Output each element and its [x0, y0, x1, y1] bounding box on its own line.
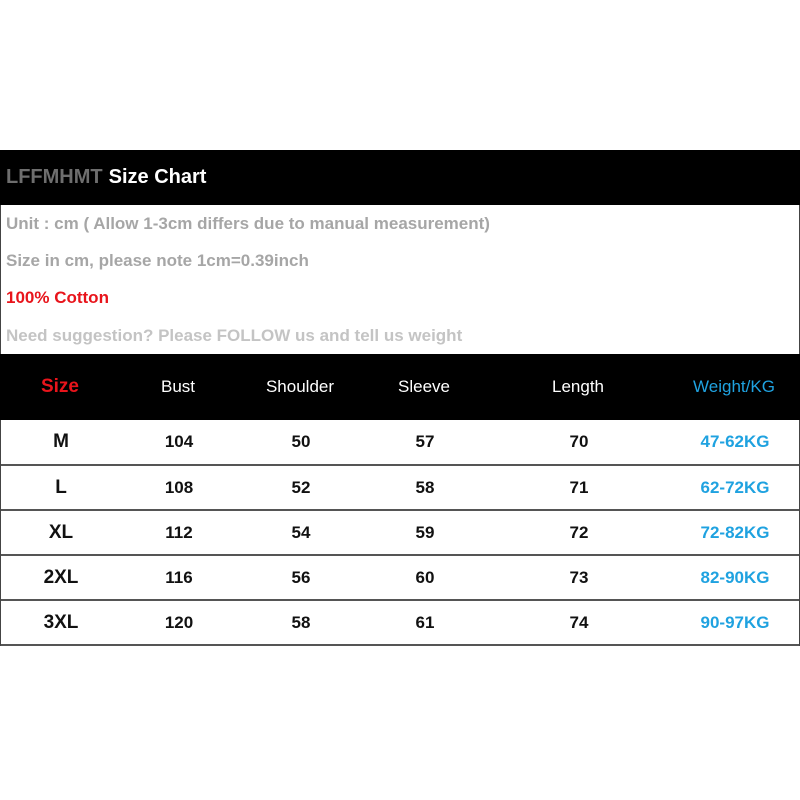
bust-cell: 112 [165, 523, 193, 542]
sleeve-cell: 60 [415, 568, 435, 587]
size-cell: 2XL [43, 567, 79, 588]
size-chart [0, 150, 800, 646]
conversion-note: Size in cm, please note 1cm=0.39inch [6, 251, 309, 270]
weight-cell: 82-90KG [700, 568, 770, 587]
bust-cell: 104 [164, 432, 194, 451]
unit-note: Unit : cm ( Allow 1-3cm differs due to manual measurement) [6, 214, 490, 233]
table-header [0, 354, 800, 420]
column-header-shoulder: Shoulder [265, 377, 335, 396]
sleeve-cell: 57 [415, 432, 435, 451]
shoulder-cell: 54 [291, 523, 311, 542]
table-row [1, 466, 799, 511]
column-header-weight: Weight/KG [693, 377, 775, 396]
column-header-sleeve: Sleeve [398, 377, 450, 396]
shoulder-cell: 50 [291, 432, 311, 451]
table-row [1, 511, 799, 556]
size-cell: M [53, 431, 69, 452]
weight-cell: 72-82KG [700, 523, 770, 542]
table-row [1, 601, 799, 646]
weight-cell: 62-72KG [700, 478, 770, 497]
table-row [1, 420, 799, 466]
sleeve-cell: 59 [415, 523, 435, 542]
length-cell: 70 [569, 432, 589, 451]
size-cell: 3XL [43, 612, 79, 633]
weight-cell: 47-62KG [700, 432, 770, 451]
notes-section [0, 205, 800, 354]
shoulder-cell: 56 [291, 568, 311, 587]
column-header-bust: Bust [160, 377, 196, 396]
weight-cell: 90-97KG [700, 613, 770, 632]
chart-title: Size Chart [108, 166, 207, 188]
title-bar [0, 150, 800, 205]
size-cell: L [55, 477, 67, 498]
shoulder-cell: 58 [291, 613, 311, 632]
bust-cell: 116 [165, 568, 193, 587]
sleeve-cell: 58 [415, 478, 435, 497]
length-cell: 71 [569, 478, 589, 497]
sleeve-cell: 61 [415, 613, 435, 632]
table-row [1, 556, 799, 601]
length-cell: 73 [569, 568, 589, 587]
bust-cell: 108 [164, 478, 194, 497]
column-header-length: Length [552, 377, 604, 396]
shoulder-cell: 52 [291, 478, 311, 497]
size-cell: XL [48, 522, 74, 543]
table-body [0, 420, 800, 646]
brand-name: LFFMHMT [6, 166, 103, 188]
length-cell: 72 [569, 523, 589, 542]
bust-cell: 120 [164, 613, 194, 632]
material-note: 100% Cotton [6, 288, 109, 307]
column-header-size: Size [40, 376, 80, 397]
length-cell: 74 [569, 613, 589, 632]
suggestion-note: Need suggestion? Please FOLLOW us and tell us weight [6, 326, 463, 345]
